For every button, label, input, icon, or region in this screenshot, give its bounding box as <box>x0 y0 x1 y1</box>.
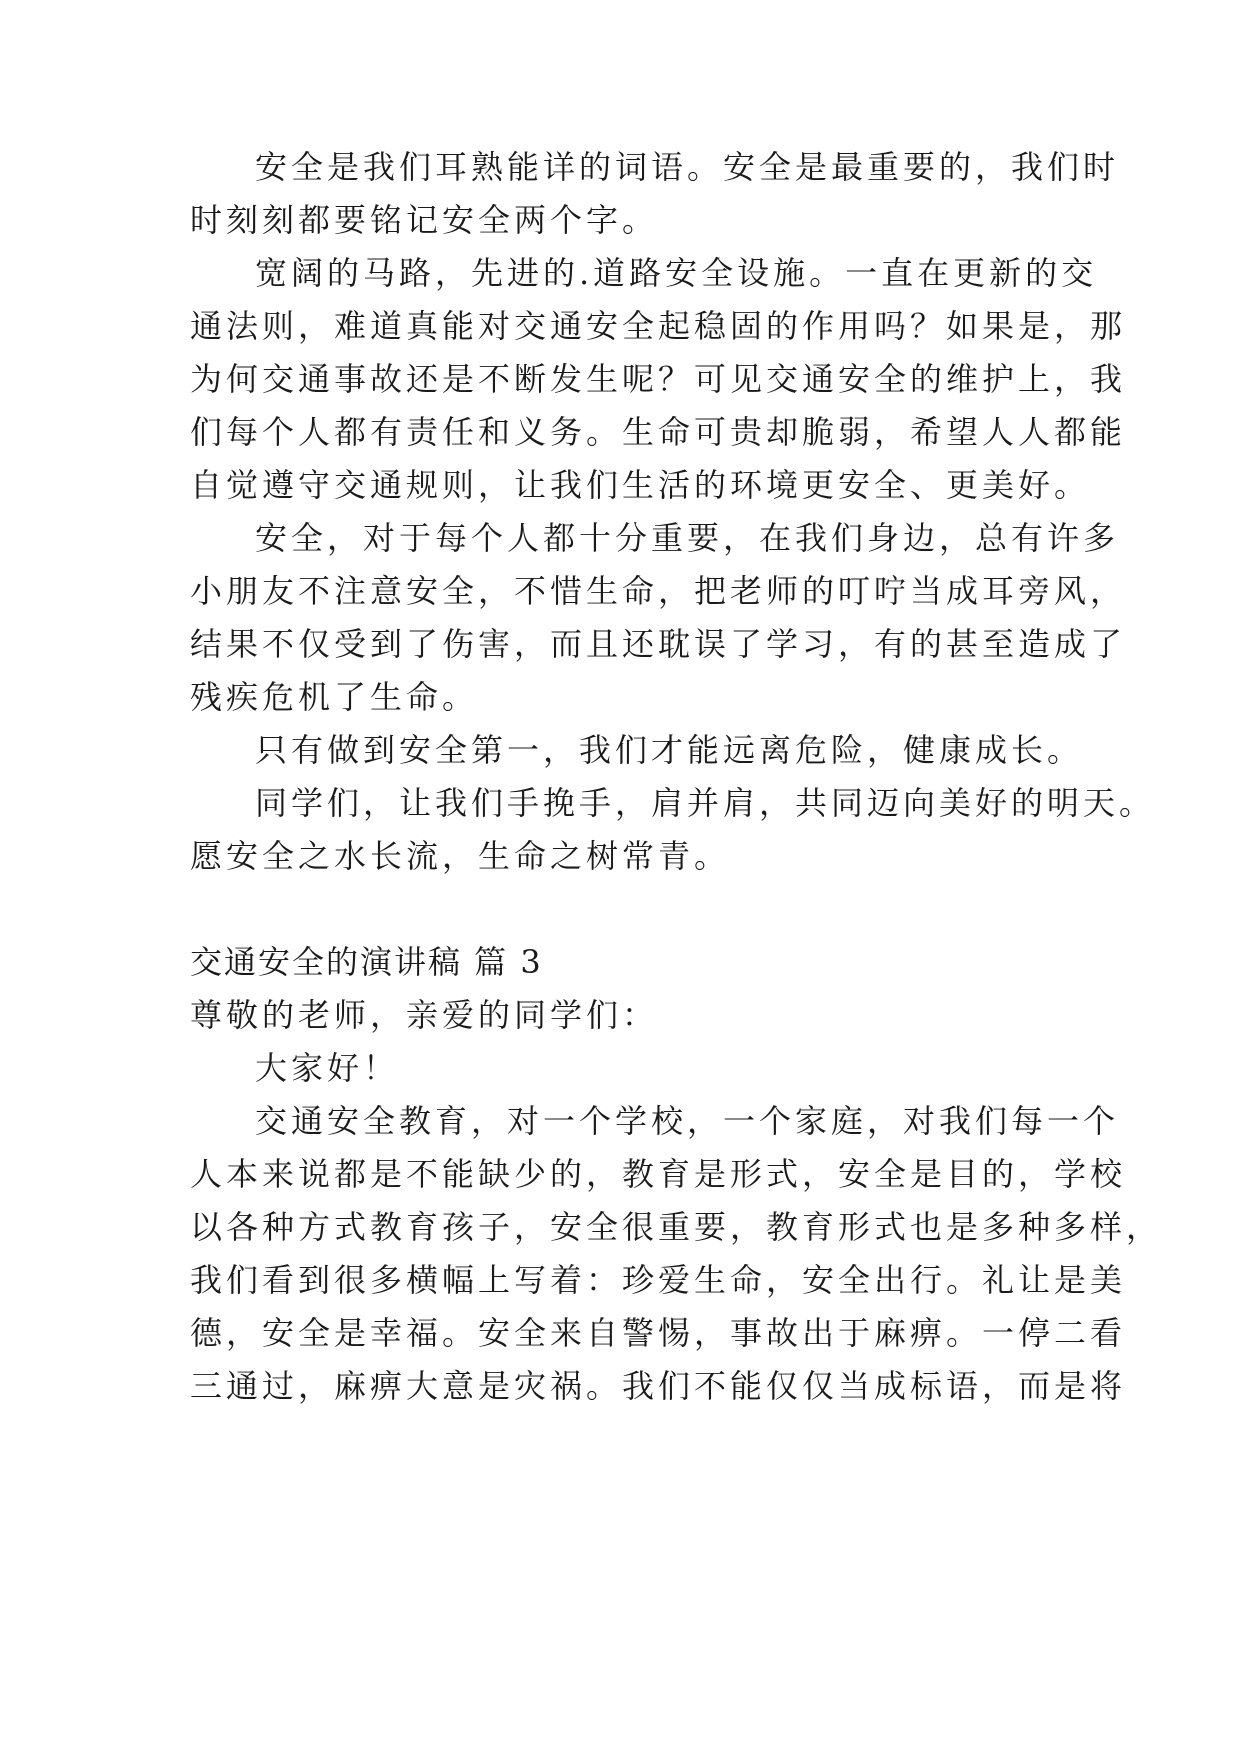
paragraph-line: 人本来说都是不能缺少的，教育是形式，安全是目的，学校 <box>190 1155 1127 1193</box>
paragraph-line: 交通安全教育，对一个学校，一个家庭，对我们每一个 <box>255 1102 1120 1140</box>
paragraph-line: 结果不仅受到了伤害，而且还耽误了学习，有的甚至造成了 <box>190 625 1127 663</box>
greeting: 大家好！ <box>255 1049 400 1087</box>
paragraph-line: 宽阔的马路，先进的.道路安全设施。一直在更新的交 <box>255 254 1098 292</box>
paragraph-line: 愿安全之水长流，生命之树常青。 <box>190 837 731 875</box>
paragraph-line: 残疾危机了生命。 <box>190 678 479 716</box>
salutation: 尊敬的老师，亲爱的同学们： <box>190 996 659 1034</box>
paragraph-line: 德，安全是幸福。安全来自警惕，事故出于麻痹。一停二看 <box>190 1314 1127 1352</box>
paragraph-line: 以各种方式教育孩子，安全很重要，教育形式也是多种多样， <box>190 1208 1163 1246</box>
paragraph-line: 时刻刻都要铭记安全两个字。 <box>190 201 659 239</box>
paragraph-line: 们每个人都有责任和义务。生命可贵却脆弱，希望人人都能 <box>190 413 1127 451</box>
paragraph-line: 安全是我们耳熟能详的词语。安全是最重要的，我们时 <box>255 148 1120 186</box>
paragraph-line: 只有做到安全第一，我们才能远离危险，健康成长。 <box>255 731 1084 769</box>
paragraph-line: 三通过，麻痹大意是灾祸。我们不能仅仅当成标语，而是将 <box>190 1367 1127 1405</box>
paragraph-line: 安全，对于每个人都十分重要，在我们身边，总有许多 <box>255 519 1120 557</box>
paragraph-line: 为何交通事故还是不断发生呢？可见交通安全的维护上，我 <box>190 360 1127 398</box>
section-heading: 交通安全的演讲稿 篇 3 <box>190 943 543 981</box>
paragraph-line: 自觉遵守交通规则，让我们生活的环境更安全、更美好。 <box>190 466 1091 504</box>
paragraph-line: 通法则，难道真能对交通安全起稳固的作用吗？如果是，那 <box>190 307 1127 345</box>
paragraph-line: 小朋友不注意安全，不惜生命，把老师的叮咛当成耳旁风， <box>190 572 1127 610</box>
paragraph-line: 我们看到很多横幅上写着：珍爱生命，安全出行。礼让是美 <box>190 1261 1127 1299</box>
paragraph-line: 同学们，让我们手挽手，肩并肩，共同迈向美好的明天。 <box>255 784 1156 822</box>
